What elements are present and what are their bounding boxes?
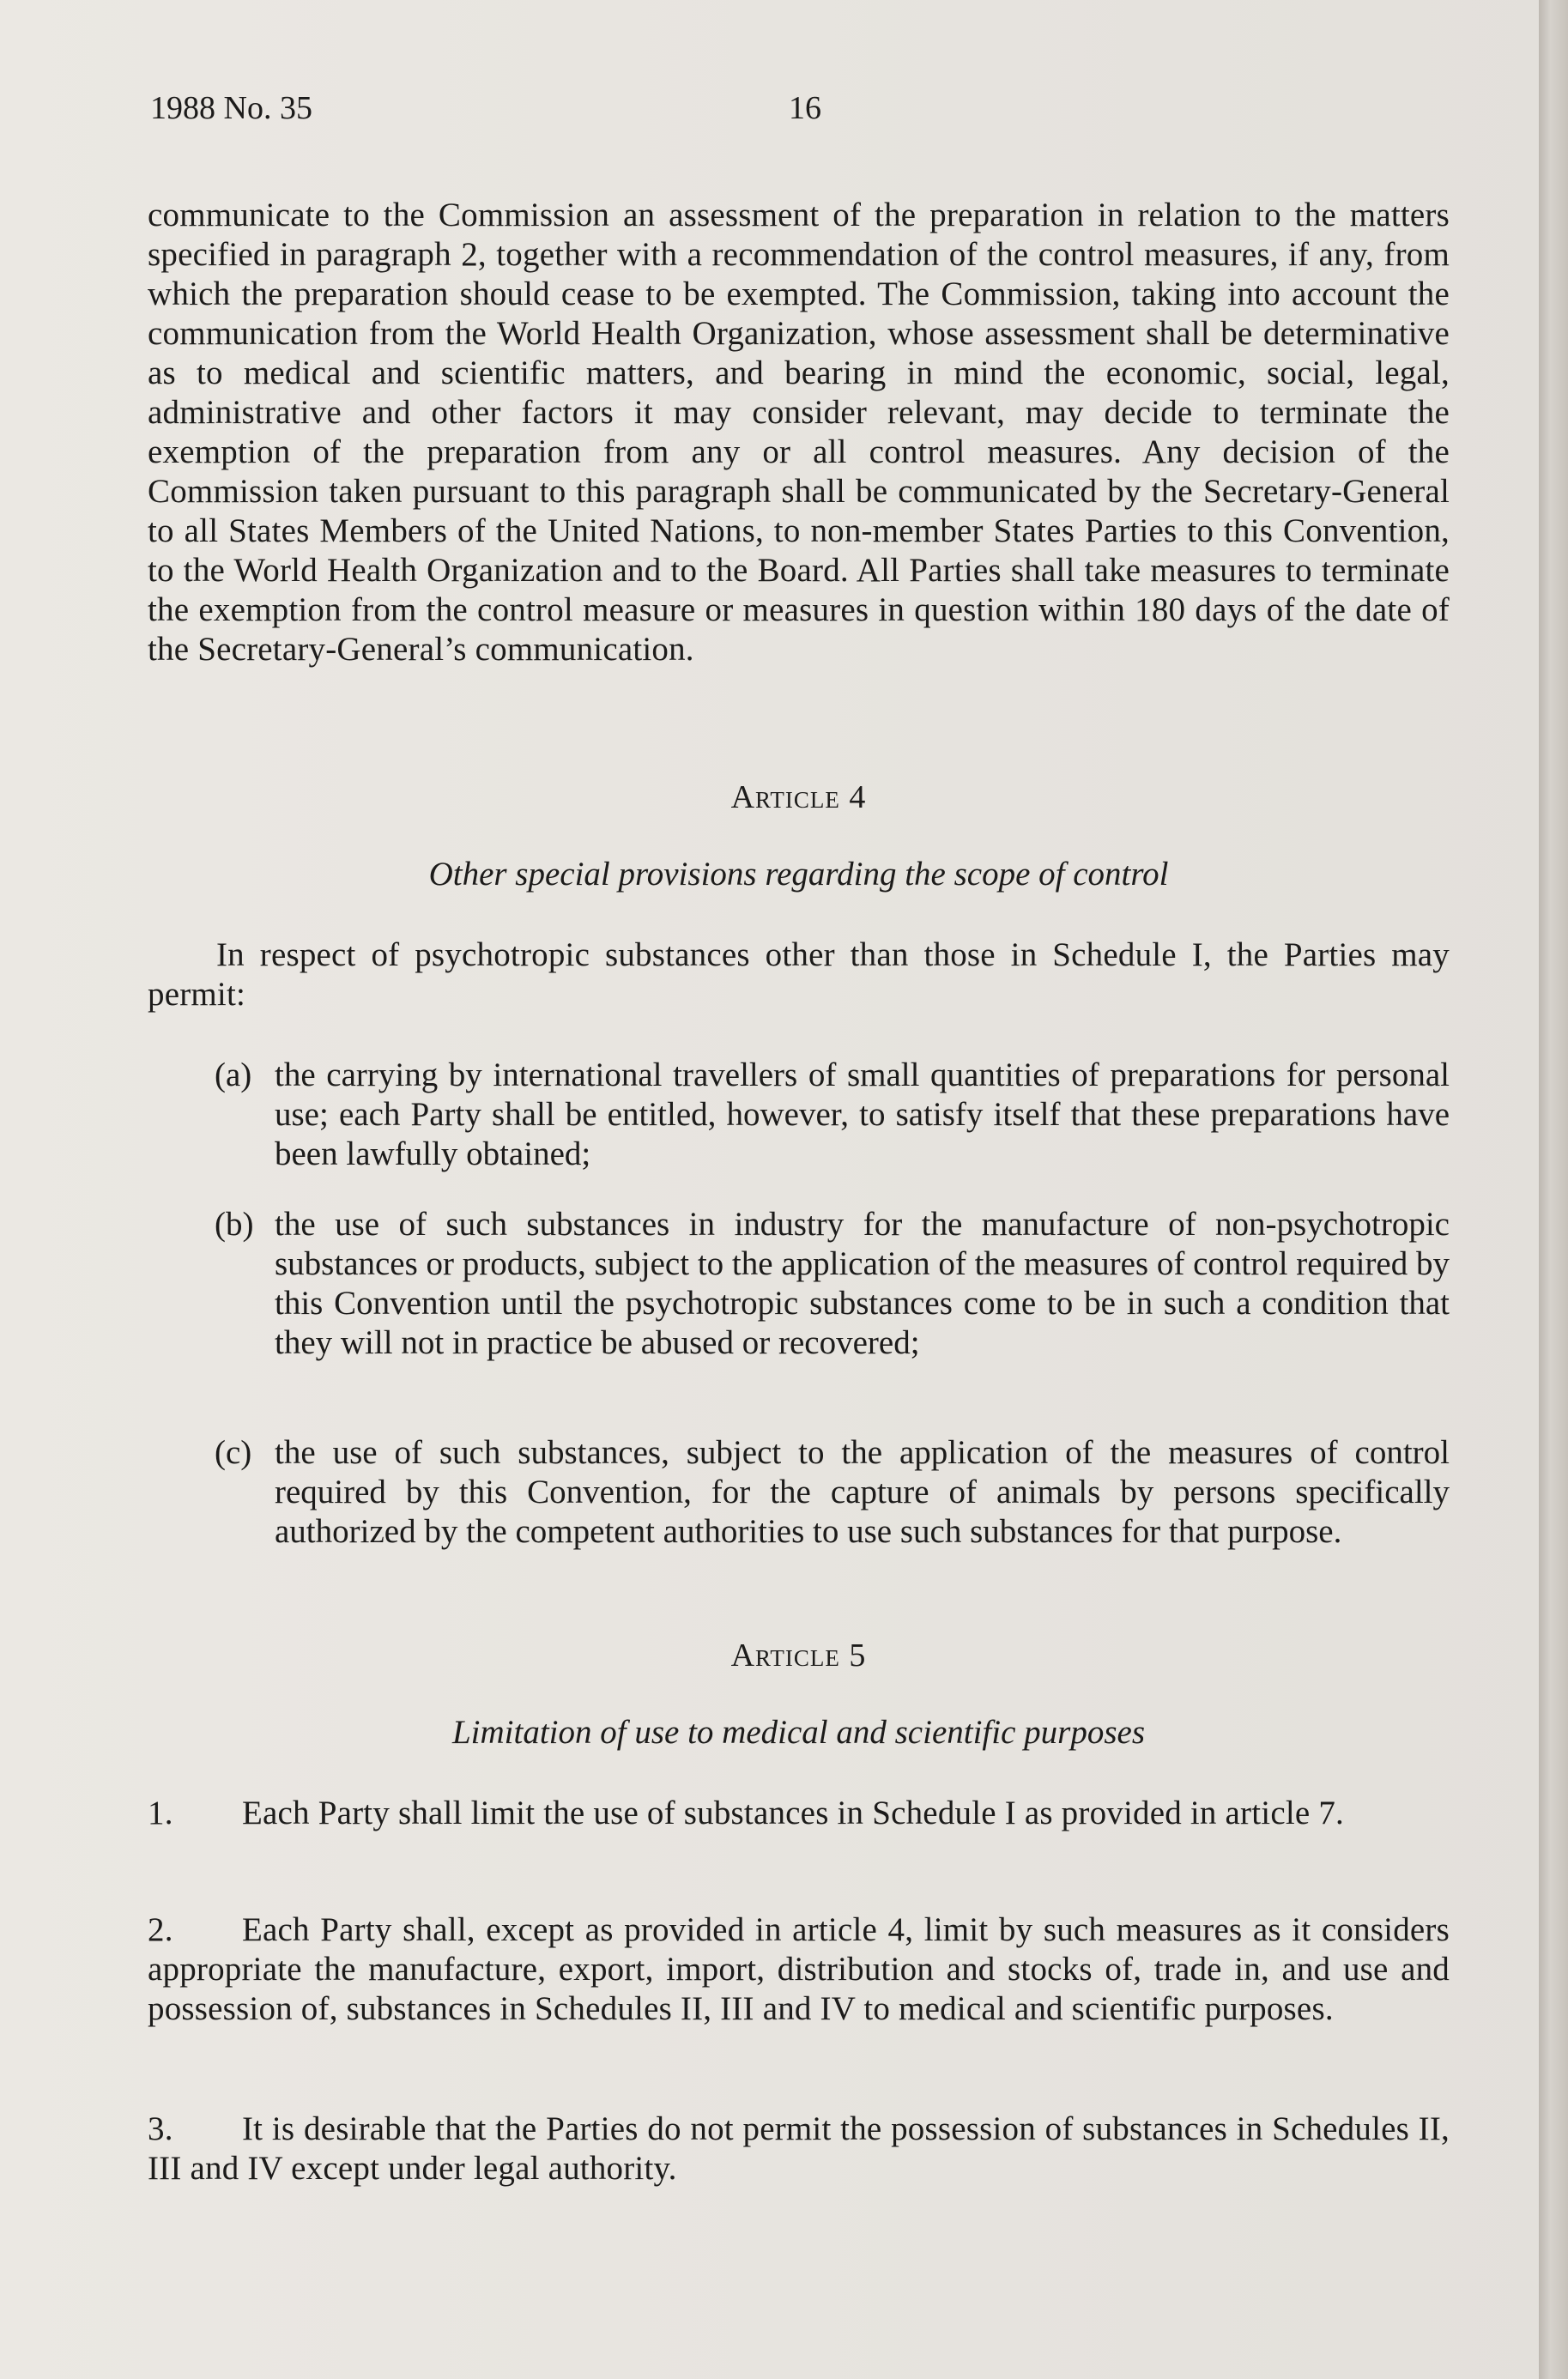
paragraph-text: Each Party shall, except as provided in article 4, limit by such measures as it considers appropriate the manufacture, export, import, distribution and stocks of, trade in, and use and possession of, substances in Schedules II, III and IV to medical and scientific purposes.: [148, 1911, 1450, 2027]
header-year-number: 1988 No. 35: [150, 90, 312, 126]
item-marker: (b): [215, 1206, 254, 1243]
article-4-title: Other special provisions regarding the scope of control: [428, 856, 1169, 893]
article-4-intro: In respect of psychotropic substances other than those in Schedule I, the Parties may permit:: [148, 936, 1450, 1013]
article-4-heading: Article 4: [730, 779, 867, 815]
item-marker: (a): [215, 1056, 252, 1093]
paragraph-number: 1.: [148, 1795, 173, 1831]
item-text: the use of such substances in industry for the manufacture of non-psychotropic substances or products, subject to the application of the measures of control required by this Convention until the psychotropic substances come to be in such a condition that they will not in practice be abused or recovered;: [275, 1206, 1450, 1361]
article-5-paragraph-3: [148, 2110, 1450, 2188]
article-4-item-a: [215, 1056, 1450, 1174]
item-marker: (c): [215, 1434, 252, 1471]
header-page-number: 16: [789, 90, 821, 126]
article-5-paragraph-1: [148, 1794, 1450, 1833]
article-5-title: Limitation of use to medical and scientific purposes: [451, 1714, 1146, 1751]
item-text: the carrying by international travellers of small quantities of preparations for personal use; each Party shall be entitled, however, to satisfy itself that these preparations have been lawfully obtained;: [275, 1056, 1450, 1172]
paragraph-text: It is desirable that the Parties do not permit the possession of substances in Schedules II, III and IV except under legal authority.: [148, 2110, 1450, 2187]
intro-paragraph: communicate to the Commission an assessment of the preparation in relation to the matters specified in paragraph 2, together with a recommendation of the control measures, if any, from which the preparation should cease to be exempted. The Commission, taking into account the communication from the World Health Organization, whose assessment shall be determinative as to medical and scientific matters, and bearing in mind the economic, social, legal, administrative and other factors it may consider relevant, may decide to terminate the exemption of the preparation from any or all control measures. Any decision of the Commission taken pursuant to this paragraph shall be communicated by the Secretary-General to all States Members of the United Nations, to non-member States Parties to this Convention, to the World Health Organization and to the Board. All Parties shall take measures to terminate the exemption from the control measure or measures in question within 180 days of the date of the Secretary-General’s communication.: [148, 197, 1450, 668]
page-edge: [1539, 0, 1568, 2379]
item-text: the use of such substances, subject to the application of the measures of control required by this Convention, for the capture of animals by persons specifically authorized by the competent authorities to use such substances for that purpose.: [275, 1434, 1450, 1550]
paragraph-number: 3.: [148, 2110, 173, 2147]
article-4-item-c: [215, 1433, 1450, 1552]
paragraph-number: 2.: [148, 1911, 173, 1948]
article-4-item-b: [215, 1205, 1450, 1363]
article-5-paragraph-2: [148, 1910, 1450, 2029]
article-5-heading: Article 5: [730, 1637, 867, 1674]
paragraph-text: Each Party shall limit the use of substances in Schedule I as provided in article 7.: [242, 1795, 1344, 1831]
